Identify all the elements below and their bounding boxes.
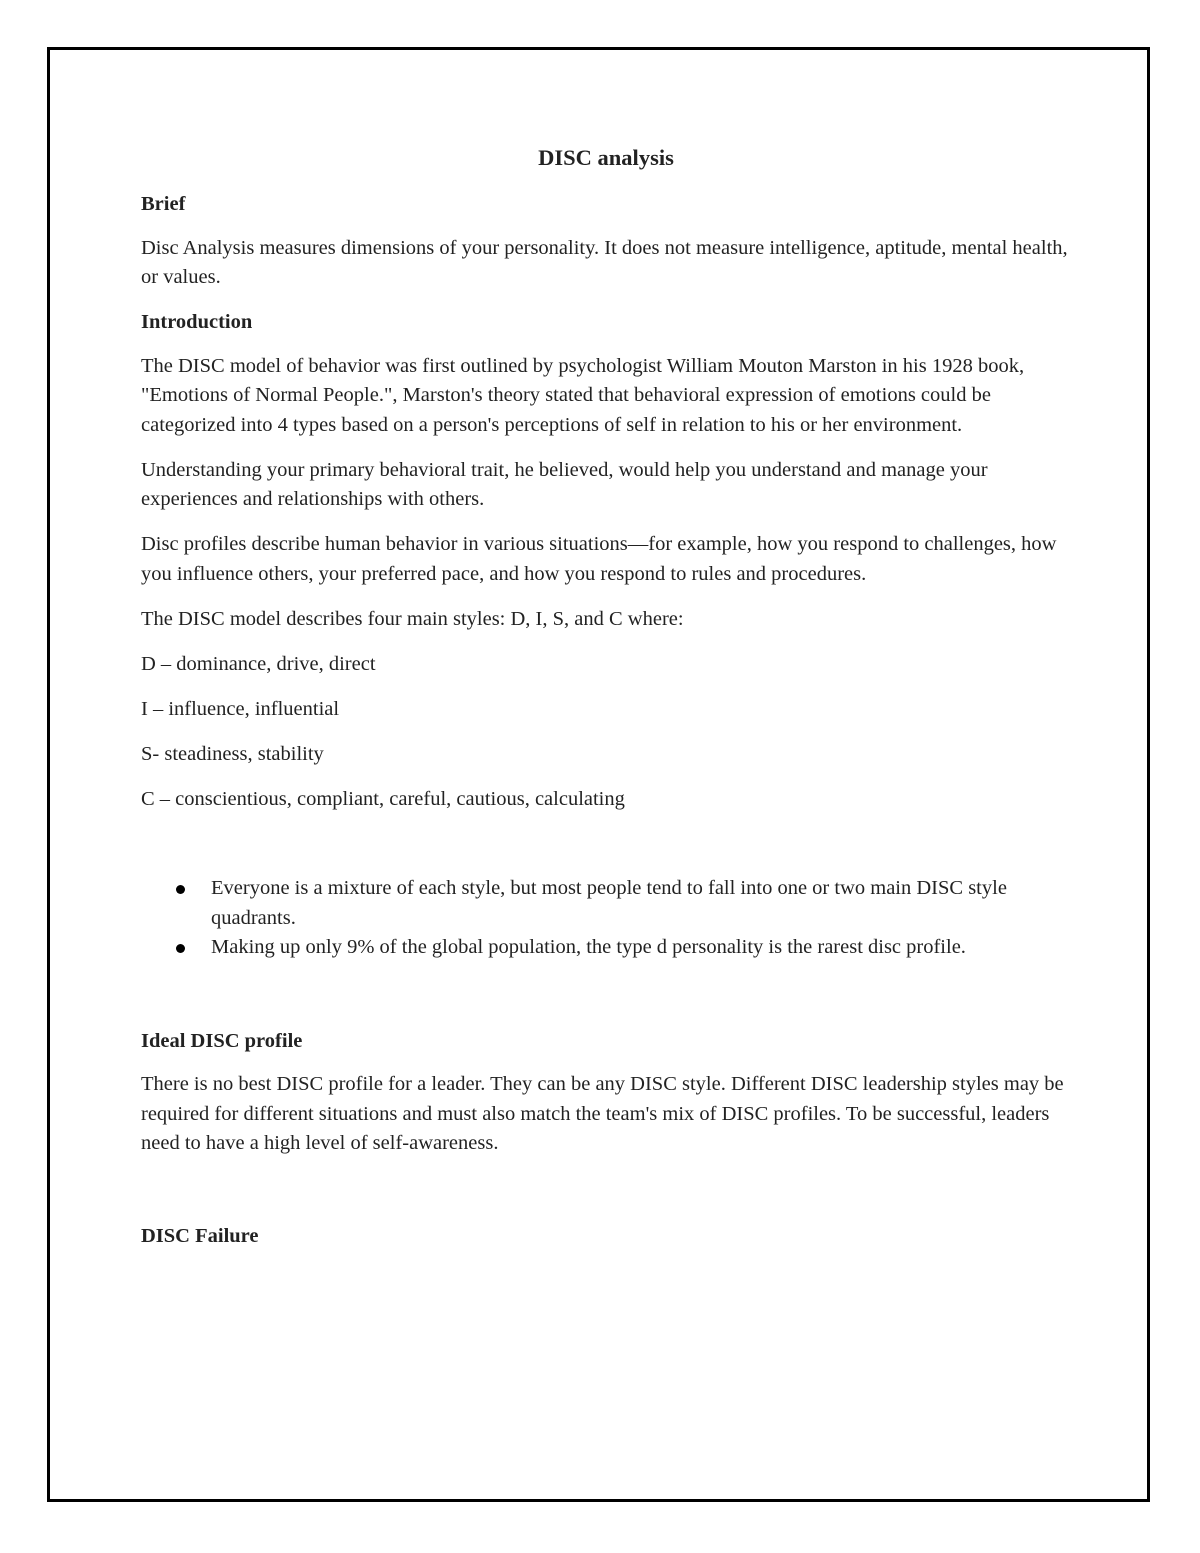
intro-paragraph-3: Disc profiles describe human behavior in various situations—for example, how you respond to challenges, how you influence others, your preferred pace, and how you respond to rules and procedures. bbox=[141, 533, 1057, 585]
bullet-text: Making up only 9% of the global population, the type d personality is the rarest disc profile. bbox=[211, 936, 966, 958]
introduction-heading: Introduction bbox=[141, 311, 253, 333]
bullet-icon bbox=[176, 944, 185, 953]
intro-paragraph-4: The DISC model describes four main styles: D, I, S, and C where: bbox=[141, 607, 684, 630]
document-title: DISC analysis bbox=[538, 145, 674, 170]
ideal-profile-heading: Ideal DISC profile bbox=[141, 1029, 303, 1052]
style-c: C – conscientious, compliant, careful, cautious, calculating bbox=[141, 787, 625, 810]
document-body bbox=[141, 143, 1071, 1265]
failure-heading: DISC Failure bbox=[141, 1224, 259, 1247]
brief-heading: Brief bbox=[141, 193, 186, 215]
list-item bbox=[211, 933, 1071, 963]
style-i: I – influence, influential bbox=[141, 697, 340, 720]
list-item bbox=[211, 874, 1071, 933]
style-s: S- steadiness, stability bbox=[141, 742, 324, 765]
bullet-list bbox=[141, 874, 1071, 963]
intro-paragraph-2: Understanding your primary behavioral trait, he believed, would help you understand and manage your experiences and relationships with others. bbox=[141, 458, 988, 510]
style-d: D – dominance, drive, direct bbox=[141, 652, 376, 675]
brief-paragraph: Disc Analysis measures dimensions of your personality. It does not measure intelligence, aptitude, mental health, or values. bbox=[141, 236, 1068, 288]
intro-paragraph-1: The DISC model of behavior was first outlined by psychologist William Mouton Marston in his 1928 book, "Emotions of Normal People.", Marston's theory stated that behavioral expression of emotions could be categorized into 4 types based on a person's perceptions of self in relation to his or her environment. bbox=[141, 354, 1025, 436]
bullet-icon bbox=[176, 885, 185, 894]
bullet-text: Everyone is a mixture of each style, but most people tend to fall into one or two main DISC style quadrants. bbox=[211, 877, 1007, 929]
ideal-profile-paragraph: There is no best DISC profile for a leader. They can be any DISC style. Different DISC leadership styles may be required for different situations and must also match the team's mix of DISC profiles. To be successful, leaders need to have a high level of self-awareness. bbox=[141, 1073, 1064, 1154]
